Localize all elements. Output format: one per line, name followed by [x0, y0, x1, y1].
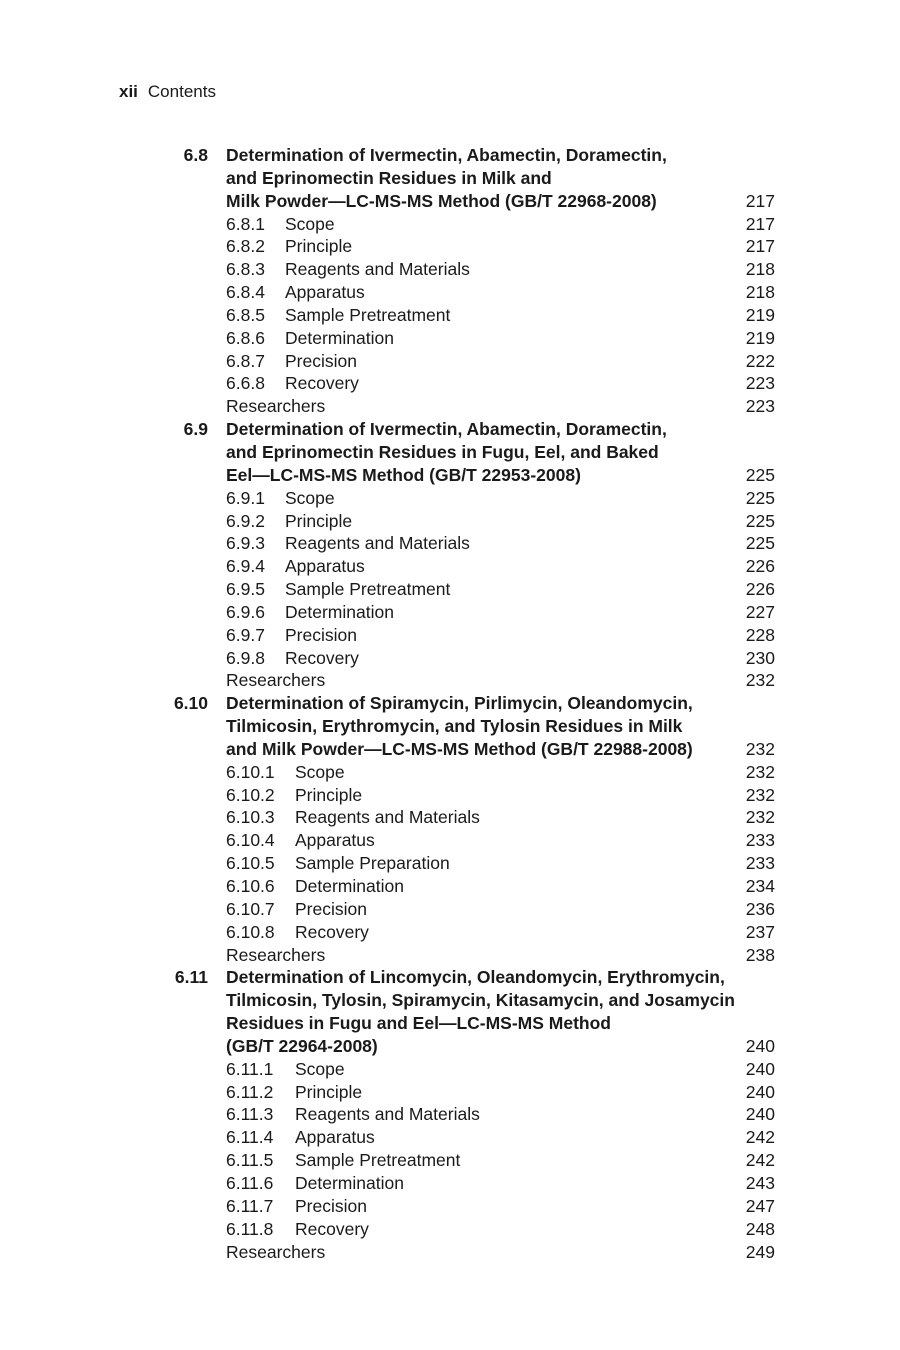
- section-heading-line: [0, 1035, 900, 1058]
- page-number: 225: [745, 510, 775, 531]
- page-number: 232: [745, 807, 775, 828]
- page-number: 232: [745, 738, 775, 759]
- subsection-number: 6.10.3: [226, 807, 275, 828]
- subsection-number: 6.11.6: [226, 1172, 274, 1193]
- page-number: 242: [745, 1150, 775, 1171]
- subsection-number: 6.9.1: [226, 487, 265, 508]
- subsection-title: Scope: [295, 761, 345, 782]
- page-number: 238: [745, 944, 775, 965]
- subsection-entry[interactable]: [0, 372, 900, 395]
- subsection-entry[interactable]: [0, 1103, 900, 1126]
- header-title: Contents: [147, 82, 216, 101]
- page-number: 234: [745, 876, 775, 896]
- page-number: 227: [745, 601, 775, 622]
- subsection-title: Principle: [285, 236, 353, 257]
- page-number: 243: [745, 1172, 775, 1193]
- section-heading-line: [0, 418, 900, 441]
- page-number: 217: [745, 213, 775, 234]
- subsection-title: Recovery: [295, 921, 369, 942]
- subsection-entry[interactable]: [0, 761, 900, 784]
- subsection-entry[interactable]: [0, 510, 900, 533]
- section-heading-line: [0, 738, 900, 761]
- subsection-number: 6.11.8: [226, 1218, 274, 1239]
- page-number: 223: [745, 373, 775, 394]
- subsection-title: Principle: [295, 1081, 363, 1102]
- subsection-number: 6.6.8: [226, 373, 265, 394]
- subsection-title: Recovery: [295, 1218, 369, 1239]
- section-title-text[interactable]: Tilmicosin, Tylosin, Spiramycin, Kitasamycin, and Josamycin: [226, 990, 735, 1011]
- running-header: [119, 82, 216, 102]
- page-number: 226: [745, 556, 775, 577]
- researchers-entry[interactable]: [0, 1241, 900, 1264]
- page-number: 240: [745, 1058, 775, 1079]
- subsection-title: Principle: [295, 784, 363, 805]
- section-number: 6.9: [183, 419, 208, 440]
- page-number: 236: [745, 898, 775, 919]
- subsection-number: 6.10.2: [226, 784, 275, 805]
- researchers-label: Researchers: [226, 670, 326, 691]
- subsection-entry[interactable]: [0, 532, 900, 555]
- subsection-title: Scope: [285, 213, 335, 234]
- subsection-number: 6.10.7: [226, 898, 275, 919]
- subsection-title: Sample Pretreatment: [285, 579, 451, 600]
- subsection-number: 6.10.1: [226, 761, 275, 782]
- subsection-number: 6.11.1: [226, 1058, 274, 1079]
- subsection-entry[interactable]: [0, 213, 900, 236]
- page-number: 233: [745, 853, 775, 874]
- subsection-number: 6.9.8: [226, 647, 265, 668]
- subsection-entry[interactable]: [0, 487, 900, 510]
- subsection-entry[interactable]: [0, 350, 900, 373]
- subsection-title: Principle: [285, 510, 353, 531]
- researchers-label: Researchers: [226, 396, 326, 417]
- subsection-entry[interactable]: [0, 829, 900, 852]
- page-number: 247: [745, 1195, 775, 1216]
- subsection-title: Recovery: [285, 647, 359, 668]
- subsection-number: 6.8.7: [226, 350, 265, 371]
- subsection-title: Reagents and Materials: [285, 533, 470, 554]
- subsection-entry[interactable]: [0, 1172, 900, 1195]
- section-title-text[interactable]: Determination of Ivermectin, Abamectin, Doramectin,: [226, 145, 667, 165]
- subsection-entry[interactable]: [0, 1126, 900, 1149]
- subsection-number: 6.9.2: [226, 510, 265, 531]
- page-number: 240: [745, 1035, 775, 1056]
- section-heading-line: [0, 190, 900, 213]
- section-number: 6.10: [173, 693, 208, 714]
- subsection-number: 6.8.4: [226, 282, 265, 303]
- section-title-text[interactable]: Eel—LC-MS-MS Method (GB/T 22953-2008): [226, 464, 581, 485]
- subsection-number: 6.9.3: [226, 533, 265, 554]
- page-number: 230: [745, 647, 775, 668]
- section-number: 6.11: [174, 967, 208, 988]
- subsection-title: Precision: [295, 1195, 367, 1216]
- page-number: 219: [745, 304, 775, 325]
- page-number: 219: [745, 327, 775, 348]
- subsection-entry[interactable]: [0, 1218, 900, 1241]
- subsection-title: Apparatus: [285, 282, 365, 303]
- page-number: 217: [745, 236, 775, 257]
- subsection-entry[interactable]: [0, 555, 900, 578]
- page-number: 218: [745, 282, 775, 303]
- page-number: 240: [745, 1104, 775, 1125]
- page-number: 228: [745, 624, 775, 645]
- subsection-title: Reagents and Materials: [295, 1104, 480, 1125]
- researchers-label: Researchers: [226, 944, 326, 965]
- subsection-entry[interactable]: [0, 784, 900, 807]
- page-number: 225: [745, 533, 775, 554]
- subsection-title: Sample Pretreatment: [295, 1150, 461, 1171]
- section-title-text[interactable]: (GB/T 22964-2008): [226, 1035, 378, 1056]
- researchers-entry[interactable]: [0, 944, 900, 967]
- section-title-text[interactable]: Milk Powder—LC-MS-MS Method (GB/T 22968-2008): [226, 190, 657, 211]
- section-heading-line: [0, 966, 900, 989]
- subsection-number: 6.8.3: [226, 259, 265, 280]
- section-heading-line: [0, 464, 900, 487]
- subsection-entry[interactable]: [0, 601, 900, 624]
- subsection-number: 6.8.2: [226, 236, 265, 257]
- subsection-title: Determination: [295, 1172, 404, 1193]
- subsection-number: 6.10.4: [226, 830, 275, 851]
- page-number: 240: [745, 1081, 775, 1102]
- subsection-title: Apparatus: [295, 1127, 375, 1148]
- page-number: 218: [745, 259, 775, 280]
- subsection-number: 6.8.5: [226, 304, 265, 325]
- subsection-entry[interactable]: [0, 647, 900, 670]
- subsection-number: 6.9.6: [226, 601, 265, 622]
- subsection-number: 6.11.4: [226, 1127, 274, 1148]
- subsection-title: Apparatus: [295, 830, 375, 851]
- subsection-number: 6.11.5: [226, 1150, 274, 1171]
- subsection-title: Recovery: [285, 373, 359, 394]
- subsection-entry[interactable]: [0, 898, 900, 921]
- subsection-entry[interactable]: [0, 281, 900, 304]
- subsection-number: 6.11.3: [226, 1104, 274, 1125]
- subsection-entry[interactable]: [0, 806, 900, 829]
- section-heading-line: [0, 167, 900, 190]
- subsection-title: Scope: [295, 1058, 345, 1079]
- page-number: 225: [745, 487, 775, 508]
- page-number: 248: [745, 1218, 775, 1239]
- researchers-entry[interactable]: [0, 669, 900, 692]
- subsection-title: Precision: [285, 624, 357, 645]
- subsection-number: 6.9.4: [226, 556, 265, 577]
- subsection-title: Apparatus: [285, 556, 365, 577]
- page-number: 217: [745, 190, 775, 211]
- subsection-title: Determination: [285, 601, 394, 622]
- subsection-title: Reagents and Materials: [295, 807, 480, 828]
- subsection-number: 6.10.5: [226, 853, 275, 874]
- page-number: 225: [745, 464, 775, 485]
- page-number: 232: [745, 761, 775, 782]
- section-title-text[interactable]: Tilmicosin, Erythromycin, and Tylosin Residues in Milk: [226, 716, 683, 737]
- page-number: 222: [745, 350, 775, 371]
- section-title-text[interactable]: Determination of Spiramycin, Pirlimycin, Oleandomycin,: [226, 693, 693, 714]
- subsection-entry[interactable]: [0, 875, 900, 898]
- subsection-entry[interactable]: [0, 258, 900, 281]
- subsection-entry[interactable]: [0, 852, 900, 875]
- page-number: 233: [745, 830, 775, 851]
- page-number: 226: [745, 579, 775, 600]
- subsection-title: Sample Pretreatment: [285, 304, 451, 325]
- subsection-number: 6.9.7: [226, 624, 265, 645]
- section-title-text[interactable]: Residues in Fugu and Eel—LC-MS-MS Method: [226, 1013, 611, 1034]
- page-number: 223: [745, 396, 775, 417]
- page-number: 232: [745, 670, 775, 691]
- section-title-text[interactable]: Determination of Lincomycin, Oleandomycin, Erythromycin,: [226, 967, 725, 988]
- subsection-title: Precision: [285, 350, 357, 371]
- section-heading-line: [0, 1012, 900, 1035]
- subsection-entry[interactable]: [0, 578, 900, 601]
- subsection-number: 6.10.6: [226, 876, 275, 896]
- section-heading-line: [0, 715, 900, 738]
- subsection-number: 6.11.7: [226, 1195, 274, 1216]
- page-number: 237: [745, 921, 775, 942]
- subsection-entry[interactable]: [0, 1195, 900, 1218]
- page-number: 242: [745, 1127, 775, 1148]
- subsection-title: Determination: [285, 327, 394, 348]
- subsection-number: 6.8.1: [226, 213, 265, 234]
- subsection-entry[interactable]: [0, 304, 900, 327]
- subsection-title: Precision: [295, 898, 367, 919]
- subsection-title: Sample Preparation: [295, 853, 450, 874]
- page-number-roman: xii: [119, 82, 138, 101]
- subsection-title: Determination: [295, 876, 404, 896]
- subsection-title: Reagents and Materials: [285, 259, 470, 280]
- subsection-entry[interactable]: [0, 921, 900, 944]
- subsection-entry[interactable]: [0, 1058, 900, 1081]
- page-number: 232: [745, 784, 775, 805]
- subsection-entry[interactable]: [0, 327, 900, 350]
- subsection-entry[interactable]: [0, 1081, 900, 1104]
- subsection-number: 6.9.5: [226, 579, 265, 600]
- page-number: 249: [745, 1241, 775, 1262]
- section-number: 6.8: [183, 145, 208, 165]
- researchers-label: Researchers: [226, 1241, 326, 1262]
- researchers-entry[interactable]: [0, 395, 900, 418]
- table-of-contents: [0, 144, 900, 1263]
- section-heading-line: [0, 692, 900, 715]
- section-title-text[interactable]: Determination of Ivermectin, Abamectin, Doramectin,: [226, 419, 667, 440]
- subsection-number: 6.11.2: [226, 1081, 274, 1102]
- subsection-number: 6.8.6: [226, 327, 265, 348]
- subsection-entry[interactable]: [0, 1149, 900, 1172]
- section-heading-line: [0, 441, 900, 464]
- section-title-text[interactable]: and Eprinomectin Residues in Fugu, Eel, and Baked: [226, 441, 659, 462]
- section-title-text[interactable]: and Eprinomectin Residues in Milk and: [226, 167, 552, 188]
- section-heading-line: [0, 989, 900, 1012]
- section-heading-line: [0, 144, 900, 167]
- subsection-number: 6.10.8: [226, 921, 275, 942]
- subsection-entry[interactable]: [0, 624, 900, 647]
- subsection-title: Scope: [285, 487, 335, 508]
- section-title-text[interactable]: and Milk Powder—LC-MS-MS Method (GB/T 22988-2008): [226, 738, 693, 759]
- subsection-entry[interactable]: [0, 235, 900, 258]
